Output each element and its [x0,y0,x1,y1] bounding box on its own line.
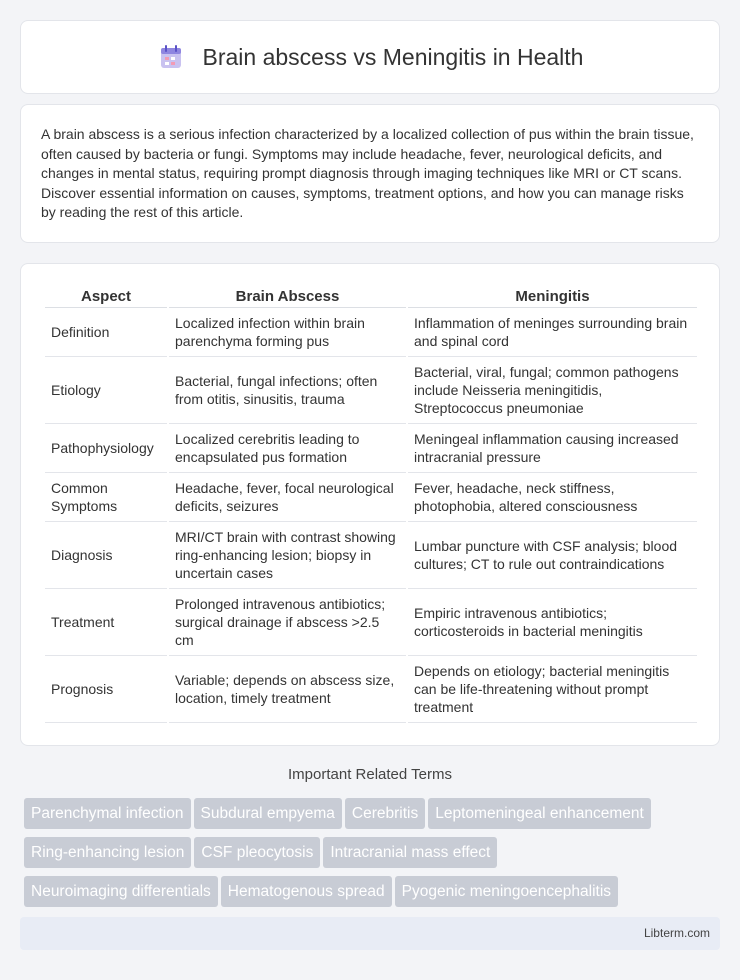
cell-brain-abscess: Variable; depends on abscess size, location, timely treatment [169,656,406,723]
calendar-notebook-icon [157,43,185,71]
related-term-tag[interactable]: Pyogenic meningoencephalitis [395,876,618,907]
comparison-table-card [20,263,720,746]
related-terms-list [24,798,716,915]
cell-meningitis: Lumbar puncture with CSF analysis; blood cultures; CT to rule out contraindications [408,522,697,589]
related-term-tag[interactable]: Parenchymal infection [24,798,191,829]
cell-aspect: Prognosis [45,656,167,723]
cell-aspect: Etiology [45,357,167,424]
related-terms-title: Important Related Terms [288,766,452,783]
table-row [45,589,697,656]
cell-aspect: Definition [45,308,167,357]
cell-brain-abscess: Headache, fever, focal neurological deficits, seizures [169,473,406,522]
table-header-row [45,284,697,308]
related-term-tag[interactable]: Intracranial mass effect [323,837,497,868]
footer-site-link[interactable]: Libterm.com [643,926,710,940]
column-header-aspect: Aspect [45,284,167,308]
column-header-brain-abscess: Brain Abscess [169,284,406,308]
table-row [45,424,697,473]
related-term-tag[interactable]: Subdural empyema [194,798,342,829]
cell-meningitis: Empiric intravenous antibiotics; corticosteroids in bacterial meningitis [408,589,697,656]
cell-meningitis: Fever, headache, neck stiffness, photophobia, altered consciousness [408,473,697,522]
cell-meningitis: Inflammation of meninges surrounding brain and spinal cord [408,308,697,357]
cell-aspect: Common Symptoms [45,473,167,522]
cell-meningitis: Meningeal inflammation causing increased intracranial pressure [408,424,697,473]
table-row [45,357,697,424]
related-term-tag[interactable]: Cerebritis [345,798,425,829]
page-title: Brain abscess vs Meningitis in Health [202,43,584,70]
related-term-tag[interactable]: Hematogenous spread [221,876,392,907]
intro-text: A brain abscess is a serious infection characterized by a localized collection of pus within the brain tissue, often caused by bacteria or fungi. Symptoms may include headache, fever, neurological deficits, and changes in mental status, requiring prompt diagnosis through imaging techniques like MRI or CT scans. Discover essential information on causes, symptoms, treatment options, and how you can manage risks by reading the rest of this article. [41,126,694,220]
cell-brain-abscess: Prolonged intravenous antibiotics; surgical drainage if abscess >2.5 cm [169,589,406,656]
comparison-table [43,284,699,723]
cell-meningitis: Bacterial, viral, fungal; common pathogens include Neisseria meningitidis, Streptococcus pneumoniae [408,357,697,424]
cell-aspect: Treatment [45,589,167,656]
cell-aspect: Pathophysiology [45,424,167,473]
footer [20,917,720,950]
column-header-meningitis: Meningitis [408,284,697,308]
table-row [45,522,697,589]
cell-meningitis: Depends on etiology; bacterial meningitis can be life-threatening without prompt treatment [408,656,697,723]
table-row [45,473,697,522]
intro-card [20,104,720,243]
related-term-tag[interactable]: Ring-enhancing lesion [24,837,191,868]
header-card [20,20,720,94]
related-term-tag[interactable]: CSF pleocytosis [194,837,320,868]
cell-brain-abscess: Localized cerebritis leading to encapsulated pus formation [169,424,406,473]
related-term-tag[interactable]: Leptomeningeal enhancement [428,798,651,829]
related-term-tag[interactable]: Neuroimaging differentials [24,876,218,907]
cell-aspect: Diagnosis [45,522,167,589]
cell-brain-abscess: Bacterial, fungal infections; often from otitis, sinusitis, trauma [169,357,406,424]
table-row [45,656,697,723]
cell-brain-abscess: Localized infection within brain parenchyma forming pus [169,308,406,357]
table-row [45,308,697,357]
cell-brain-abscess: MRI/CT brain with contrast showing ring-enhancing lesion; biopsy in uncertain cases [169,522,406,589]
